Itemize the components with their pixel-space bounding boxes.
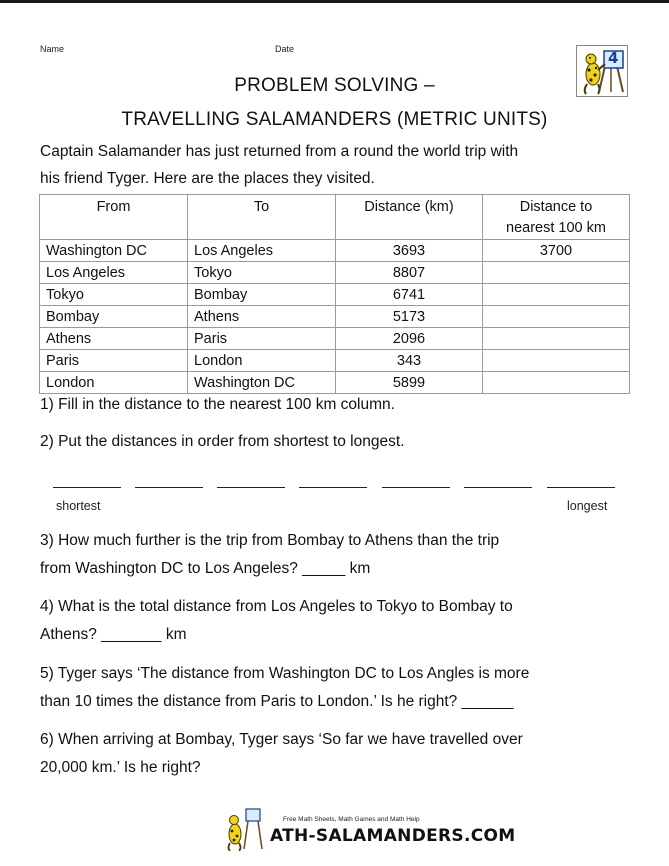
answer-blank[interactable] [547,473,615,488]
cell-to: Paris [188,328,336,350]
cell-to: Tokyo [188,262,336,284]
answer-blank[interactable] [299,473,367,488]
table-header-row [40,195,630,240]
footer-tagline: Free Math Sheets, Math Games and Math Help [283,816,420,823]
page-title-line2: TRAVELLING SALAMANDERS (METRIC UNITS) [121,109,548,130]
intro-line2: his friend Tyger. Here are the places they visited. [40,170,375,187]
cell-from: Los Angeles [40,262,188,284]
question-3-line2: from Washington DC to Los Angeles? _____ km [40,560,371,577]
header-to: To [188,195,336,240]
cell-nearest[interactable] [483,284,630,306]
answer-blank[interactable] [135,473,203,488]
answer-blank[interactable] [217,473,285,488]
header-nearest-line1: Distance to [519,199,593,215]
question-4-line2: Athens? _______ km [40,626,187,643]
table-row [40,284,630,306]
table-row [40,240,630,262]
question-1: 1) Fill in the distance to the nearest 100 km column. [40,396,395,413]
cell-to: London [188,350,336,372]
header-from: From [40,195,188,240]
cell-nearest[interactable]: 3700 [483,240,630,262]
question-5-line1: 5) Tyger says ‘The distance from Washington DC to Los Angles is more [40,665,530,682]
page-title-line1: PROBLEM SOLVING – [234,75,435,96]
order-answer-blanks [53,473,618,493]
cell-from: Bombay [40,306,188,328]
cell-to: Athens [188,306,336,328]
footer-site-name[interactable]: ATH-SALAMANDERS.COM [270,826,516,846]
header-nearest-line2: nearest 100 km [506,220,606,236]
name-label: Name [40,44,65,54]
cell-from: London [40,372,188,394]
cell-from: Tokyo [40,284,188,306]
cell-nearest[interactable] [483,306,630,328]
grade-number: 4 [608,49,619,67]
cell-to: Washington DC [188,372,336,394]
shortest-label: shortest [56,499,101,513]
cell-from: Washington DC [40,240,188,262]
header-distance: Distance (km) [336,195,483,240]
cell-to: Bombay [188,284,336,306]
footer-salamander-icon [222,807,266,851]
cell-nearest[interactable] [483,328,630,350]
answer-blank[interactable] [382,473,450,488]
date-label: Date [275,44,295,54]
question-5-line2: than 10 times the distance from Paris to London.’ Is he right? ______ [40,693,514,710]
cell-to: Los Angeles [188,240,336,262]
distance-table [39,194,630,394]
table-row [40,262,630,284]
intro-line1: Captain Salamander has just returned from a round the world trip with [40,143,519,160]
table-row [40,306,630,328]
cell-distance: 8807 [336,262,483,284]
question-2: 2) Put the distances in order from shortest to longest. [40,433,405,450]
cell-distance: 5173 [336,306,483,328]
table-row [40,328,630,350]
cell-distance: 6741 [336,284,483,306]
cell-distance: 2096 [336,328,483,350]
cell-nearest[interactable] [483,350,630,372]
cell-nearest[interactable] [483,372,630,394]
question-3-line1: 3) How much further is the trip from Bombay to Athens than the trip [40,532,500,549]
answer-blank[interactable] [464,473,532,488]
question-6-line2: 20,000 km.’ Is he right? [40,759,201,776]
question-6-line1: 6) When arriving at Bombay, Tyger says ‘So far we have travelled over [40,731,523,748]
cell-nearest[interactable] [483,262,630,284]
cell-distance: 5899 [336,372,483,394]
question-4-line1: 4) What is the total distance from Los Angeles to Tokyo to Bombay to [40,598,513,615]
answer-blank[interactable] [53,473,121,488]
cell-from: Paris [40,350,188,372]
longest-label: longest [567,499,608,513]
header-nearest [483,195,630,240]
cell-from: Athens [40,328,188,350]
cell-distance: 3693 [336,240,483,262]
table-row [40,350,630,372]
cell-distance: 343 [336,350,483,372]
